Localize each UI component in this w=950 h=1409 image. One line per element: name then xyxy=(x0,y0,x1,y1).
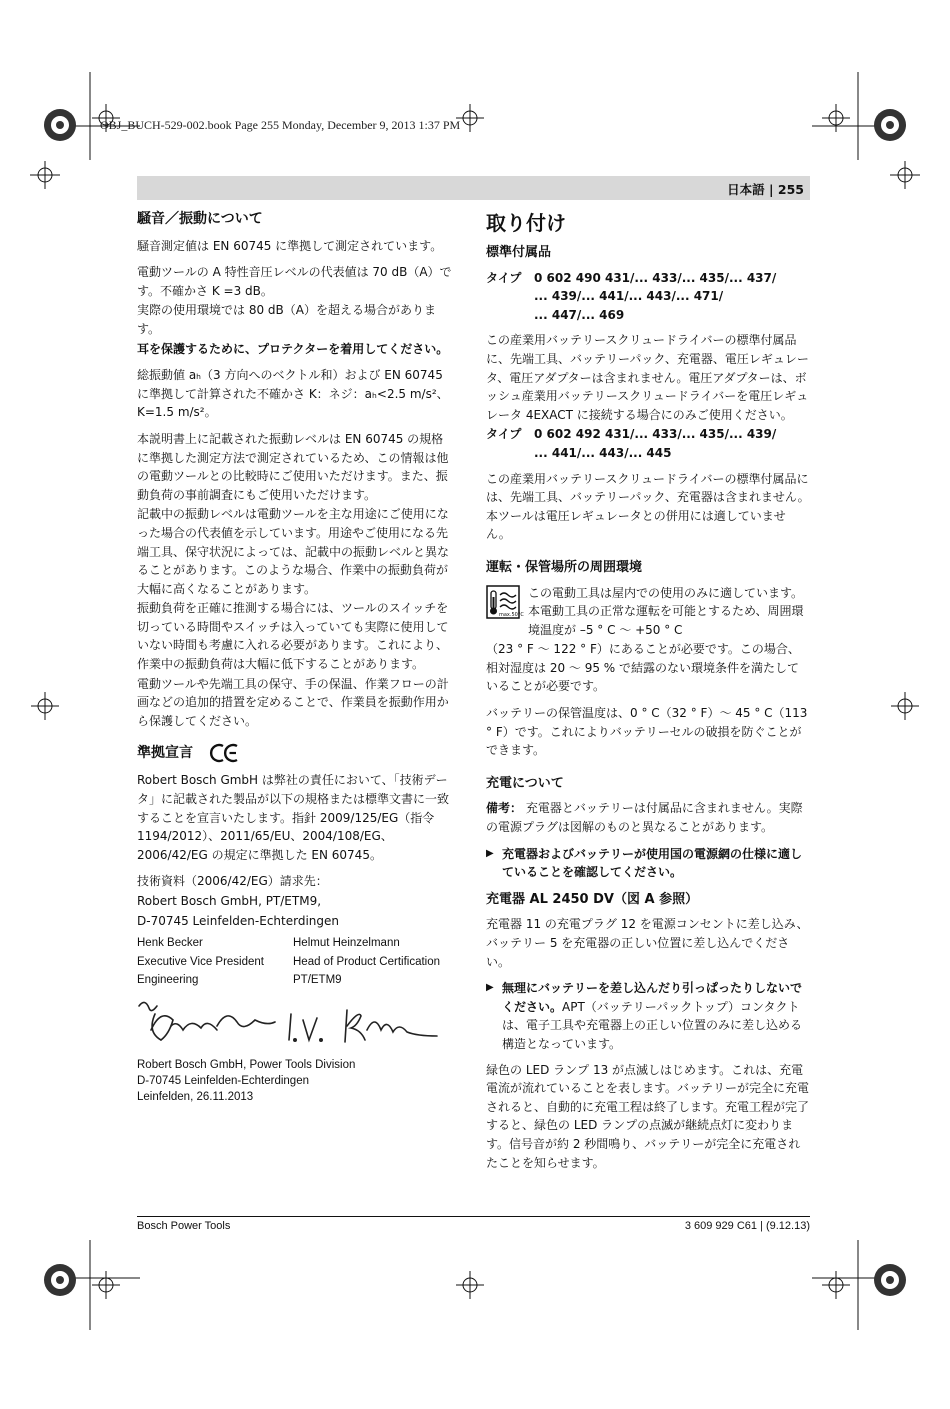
conformity-heading xyxy=(137,743,455,763)
std-accessories-heading: 標準付属品 xyxy=(486,245,552,260)
conformity-p2: 技術資料（2006/42/EG）請求先： xyxy=(137,874,328,889)
page-header-bar xyxy=(137,176,810,200)
installation-heading: 取り付け xyxy=(486,211,566,235)
right-column xyxy=(486,210,810,1173)
page-number: 日本語 | 255 xyxy=(727,182,804,197)
sig1-name: Henk Becker xyxy=(137,937,203,950)
env-block xyxy=(486,584,810,641)
footer-brand: Bosch Power Tools xyxy=(137,1220,231,1232)
charge-bullet1-text: 充電器およびバッテリーが使用国の電源網の仕様に適していることを確認してください。 xyxy=(502,846,803,880)
address-line3: Leinfelden, 26.11.2013 xyxy=(137,1091,254,1104)
env-p2: バッテリーの保管温度は、0 ° C（32 ° F）～ 45 ° C（113 ° F）です。これによりバッテリーセルの破損を防ぐことができます。 xyxy=(486,706,808,758)
address-line2: D-70745 Leinfelden-Echterdingen xyxy=(137,1075,309,1088)
env-p1b: （23 ° F ～ 122 ° F）にあることが必要です。この場合、相対湿度は 20 ～ 95 % で結露のない環境条件を満たしていることが必要です。 xyxy=(486,642,800,694)
charge-p2: 緑色の LED ランプ 13 が点滅しはじめます。これは、充電電流が流れていることを表します。バッテリーが完全に充電されると、自動的に充電工程は終了します。充電工程が完了すると、緑色の LED ランプの点滅が継続点灯に変わります。信号音が約 2 秒間鳴り、バッテリーが完全に充電されたことを知らせます。 xyxy=(486,1062,810,1170)
charge-note-text: 充電器とバッテリーは付属品に含まれません。実際の電源プラグは図解のものと異なることがあります。 xyxy=(486,801,803,835)
conformity-title: 準拠宣言 xyxy=(137,745,193,762)
sig1-title1: Executive Vice President xyxy=(137,955,264,968)
ce-mark-icon xyxy=(211,743,241,763)
type1-numbers: 0 602 490 431/... 433/... 435/... 437/ ... 439/... 441/... 443/... 471/ ... 447/... 469 xyxy=(534,270,777,322)
charge-heading: 充電について xyxy=(486,775,564,791)
left-column xyxy=(137,210,455,1105)
charge-note-label: 備考： xyxy=(486,801,523,816)
charge-bullet1 xyxy=(486,845,810,882)
env-heading: 運転・保管場所の周囲環境 xyxy=(486,559,643,575)
type1-label: タイプ xyxy=(486,270,522,285)
noise-p9: 電動ツールや先端工具の保守、手の保温、作業フローの計画などの追加的措置を定めることで、作業員を振動作用から保護してください。 xyxy=(137,676,449,728)
type2-label: タイプ xyxy=(486,427,522,442)
charge-bullet2-bold: 無理にバッテリーを差し込んだり引っぱったりしないでください。 xyxy=(502,981,803,1014)
charge-bullet2-rest: APT（バッテリーパックトップ）コンタクトは、電子工具や充電器上の正しい位置のみに差し込める構造となっています。 xyxy=(502,999,803,1051)
sig2-name: Helmut Heinzelmann xyxy=(293,937,400,950)
address-line1: Robert Bosch GmbH, Power Tools Division xyxy=(137,1059,356,1072)
sig2-title1: Head of Product Certification xyxy=(293,955,441,968)
print-info-line: OBJ_BUCH-529-002.book Page 255 Monday, December 9, 2013 1:37 PM xyxy=(100,118,461,132)
conformity-p3: Robert Bosch GmbH, PT/ETM9, xyxy=(137,894,322,908)
signatories xyxy=(137,934,455,990)
sig2-title2: PT/ETM9 xyxy=(293,974,342,987)
charger-subheading: 充電器 AL 2450 DV（図 A 参照） xyxy=(486,891,699,907)
conformity-p1: Robert Bosch GmbH は弊社の責任において、「技術データ」に記載された製品が以下の規格または標準文書に一致することを宣言いたします。指針 2009/125/EG（指令 1194/2012）、2011/65/EU、2004/108/EG、2006/42/EG の規定に準拠した EN 60745。 xyxy=(137,773,450,862)
noise-p6: 本説明書上に記載された振動レベルは EN 60745 の規格に準拠した測定方法で測定されているため、この情報は他の電動ツールとの比較時にご使用いただけます。また、振動負荷の事前調査にもご使用いただけます。 xyxy=(137,431,449,502)
header-page-number: 255 xyxy=(777,182,804,197)
footer-docnum: 3 609 929 C61 | (9.12.13) xyxy=(684,1220,810,1232)
noise-p7: 記載中の振動レベルは電動ツールを主な用途にご使用になった場合の代表値を示しています。用途やご使用になる先端工具、保守状況によっては、記載中の振動レベルと異なることがあります。このような場合、作業中の振動負荷が大幅に高くなることがあります。 xyxy=(137,507,450,596)
type2-numbers: 0 602 492 431/... 433/... 435/... 439/ ... 441/... 443/... 445 xyxy=(534,427,777,460)
type1-line xyxy=(486,269,810,325)
charge-note xyxy=(486,799,810,836)
conformity-p4: D-70745 Leinfelden-Echterdingen xyxy=(137,913,339,928)
noise-p5: 総振動値 aₕ（3 方向へのベクトル和）および EN 60745 に準拠して計算された不確かさ K：ネジ：aₕ<2.5 m/s²、K=1.5 m/s²。 xyxy=(137,368,449,420)
noise-p3: 実際の使用環境では 80 dB（A）を超える場合があります。 xyxy=(137,303,436,336)
temperature-indoor-icon xyxy=(486,585,524,619)
std-p1: この産業用バッテリースクリュードライバーの標準付属品に、先端工具、バッテリーパック、充電器、電圧レギュレータ、電圧アダプターは含まれません。電圧アダプターは、ボッシュ産業用バッテリースクリュードライバーを電圧レギュレータ 4EXACT に接続する場合にのみご使用ください。 xyxy=(486,333,809,422)
charge-bullet2-text xyxy=(502,979,810,1053)
env-p1a: この電動工具は屋内での使用のみに適しています。本電動工具の正常な運転を可能とするため、周囲環境温度が –5 ° C ～ +50 ° C xyxy=(528,585,804,637)
bullet-triangle-icon: ▶ xyxy=(486,982,494,994)
svg-text:max.50°C: max.50°C xyxy=(499,611,524,618)
noise-p2: 電動ツールの A 特性音圧レベルの代表値は 70 dB（A）です。不確かさ K =3 dB。 xyxy=(137,265,452,298)
address-block xyxy=(137,1057,455,1105)
noise-p1: 騒音測定値は EN 60745 に準拠して測定されています。 xyxy=(137,238,443,253)
noise-p4-warning: 耳を保護するために、プロテクターを着用してください。 xyxy=(137,341,449,356)
handwritten-signatures xyxy=(137,996,447,1050)
charge-p1: 充電器 11 の充電プラグ 12 を電源コンセントに差し込み、バッテリー 5 を充電器の正しい位置に差し込んでください。 xyxy=(486,917,809,969)
header-language: 日本語 xyxy=(727,182,765,197)
charge-bullet2 xyxy=(486,979,810,1053)
type2-line xyxy=(486,425,810,462)
sig1-title2: Engineering xyxy=(137,974,199,987)
std-p2: この産業用バッテリースクリュードライバーの標準付属品には、先端工具、バッテリーパック、充電器は含まれません。本ツールは電圧レギュレータとの併用には適していません。 xyxy=(486,471,810,542)
noise-p8: 振動負荷を正確に推測する場合には、ツールのスイッチを切っている時間やスイッチは入っていても実際に使用していない時間も考慮に入れる必要があります。これにより、作業中の振動負荷は大幅に低下することがあります。 xyxy=(137,601,449,672)
noise-heading: 騒音／振動について xyxy=(137,211,263,227)
bullet-triangle-icon: ▶ xyxy=(486,847,494,859)
footer-rule xyxy=(137,1216,810,1217)
